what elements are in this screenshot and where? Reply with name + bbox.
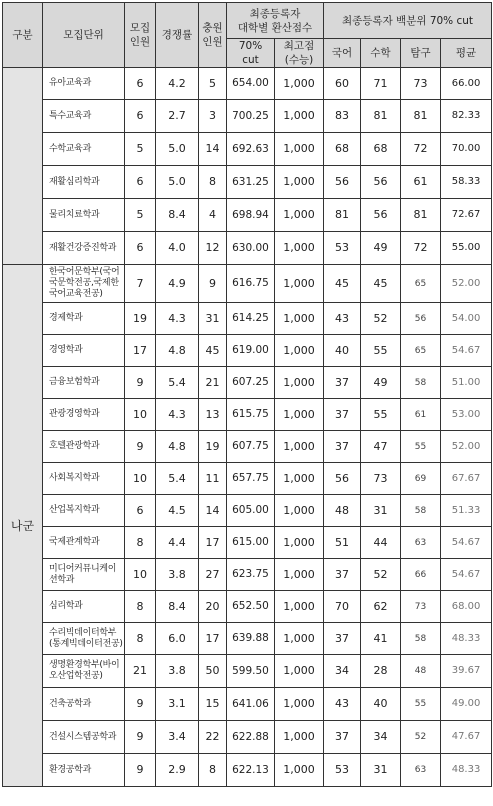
average-cell: 55.00 [441, 232, 492, 265]
quota-cell: 6 [125, 100, 156, 133]
dept-cell: 건축공학과 [43, 688, 125, 721]
quota-cell: 7 [125, 265, 156, 303]
average-cell: 39.67 [441, 655, 492, 688]
group-cell: 나군 [3, 265, 43, 787]
max-score-cell: 1,000 [275, 68, 324, 100]
dept-cell: 물리치료학과 [43, 199, 125, 232]
ratio-cell: 4.2 [156, 68, 199, 100]
korean-cell: 48 [324, 495, 361, 527]
cut-score-cell: 622.13 [227, 754, 275, 787]
cut-score-cell: 619.00 [227, 335, 275, 367]
quota-cell: 8 [125, 623, 156, 655]
quota-cell: 9 [125, 431, 156, 463]
inquiry-cell: 81 [401, 100, 441, 133]
math-cell: 45 [361, 265, 401, 303]
average-cell: 54.67 [441, 335, 492, 367]
korean-cell: 53 [324, 232, 361, 265]
extra-cell: 31 [199, 303, 227, 335]
inquiry-cell: 65 [401, 335, 441, 367]
math-cell: 62 [361, 591, 401, 623]
cut-score-cell: 623.75 [227, 559, 275, 591]
header-korean: 국어 [324, 39, 361, 68]
inquiry-cell: 58 [401, 495, 441, 527]
korean-cell: 40 [324, 335, 361, 367]
ratio-cell: 4.0 [156, 232, 199, 265]
max-score-cell: 1,000 [275, 232, 324, 265]
cut-score-cell: 615.00 [227, 527, 275, 559]
average-cell: 54.67 [441, 559, 492, 591]
inquiry-cell: 48 [401, 655, 441, 688]
ratio-cell: 4.8 [156, 431, 199, 463]
math-cell: 81 [361, 100, 401, 133]
header-pct70: 최종등록자 백분위 70% cut [324, 3, 492, 39]
cut-score-cell: 654.00 [227, 68, 275, 100]
ratio-cell: 4.5 [156, 495, 199, 527]
inquiry-cell: 58 [401, 623, 441, 655]
max-score-cell: 1,000 [275, 655, 324, 688]
max-score-cell: 1,000 [275, 303, 324, 335]
cut-score-cell: 692.63 [227, 133, 275, 166]
dept-cell: 수학교육과 [43, 133, 125, 166]
table-row [3, 527, 492, 559]
inquiry-cell: 72 [401, 133, 441, 166]
math-cell: 55 [361, 399, 401, 431]
ratio-cell: 5.0 [156, 133, 199, 166]
korean-cell: 37 [324, 721, 361, 754]
quota-cell: 6 [125, 232, 156, 265]
dept-cell: 심리학과 [43, 591, 125, 623]
header-math: 수학 [361, 39, 401, 68]
cut-score-cell: 630.00 [227, 232, 275, 265]
quota-cell: 9 [125, 754, 156, 787]
max-score-cell: 1,000 [275, 335, 324, 367]
math-cell: 31 [361, 495, 401, 527]
average-cell: 68.00 [441, 591, 492, 623]
dept-cell: 경제학과 [43, 303, 125, 335]
inquiry-cell: 65 [401, 265, 441, 303]
dept-cell: 수리빅데이터학부(통계빅데이터전공) [43, 623, 125, 655]
dept-cell: 산업복지학과 [43, 495, 125, 527]
table-row [3, 303, 492, 335]
math-cell: 73 [361, 463, 401, 495]
dept-cell: 경영학과 [43, 335, 125, 367]
quota-cell: 17 [125, 335, 156, 367]
dept-cell: 유아교육과 [43, 68, 125, 100]
inquiry-cell: 56 [401, 303, 441, 335]
korean-cell: 83 [324, 100, 361, 133]
max-score-cell: 1,000 [275, 527, 324, 559]
quota-cell: 21 [125, 655, 156, 688]
cut-score-cell: 607.75 [227, 431, 275, 463]
max-score-cell: 1,000 [275, 559, 324, 591]
dept-cell: 재활심리학과 [43, 166, 125, 199]
dept-cell: 관광경영학과 [43, 399, 125, 431]
max-score-cell: 1,000 [275, 399, 324, 431]
inquiry-cell: 52 [401, 721, 441, 754]
ratio-cell: 8.4 [156, 591, 199, 623]
max-score-cell: 1,000 [275, 688, 324, 721]
table-row [3, 721, 492, 754]
average-cell: 82.33 [441, 100, 492, 133]
max-score-cell: 1,000 [275, 721, 324, 754]
extra-cell: 22 [199, 721, 227, 754]
ratio-cell: 6.0 [156, 623, 199, 655]
table-row [3, 463, 492, 495]
math-cell: 49 [361, 367, 401, 399]
math-cell: 34 [361, 721, 401, 754]
table-row [3, 655, 492, 688]
inquiry-cell: 73 [401, 591, 441, 623]
korean-cell: 56 [324, 463, 361, 495]
dept-cell: 생명환경학부(바이오산업학전공) [43, 655, 125, 688]
extra-cell: 8 [199, 166, 227, 199]
dept-cell: 재활건강증진학과 [43, 232, 125, 265]
header-max-score: 최고점 (수능) [275, 39, 324, 68]
average-cell: 49.00 [441, 688, 492, 721]
average-cell: 48.33 [441, 754, 492, 787]
math-cell: 71 [361, 68, 401, 100]
extra-cell: 17 [199, 527, 227, 559]
table-row [3, 232, 492, 265]
ratio-cell: 4.9 [156, 265, 199, 303]
korean-cell: 43 [324, 688, 361, 721]
cut-score-cell: 657.75 [227, 463, 275, 495]
math-cell: 52 [361, 303, 401, 335]
average-cell: 52.00 [441, 265, 492, 303]
ratio-cell: 4.4 [156, 527, 199, 559]
average-cell: 53.00 [441, 399, 492, 431]
korean-cell: 60 [324, 68, 361, 100]
inquiry-cell: 55 [401, 431, 441, 463]
inquiry-cell: 55 [401, 688, 441, 721]
extra-cell: 14 [199, 133, 227, 166]
cut-score-cell: 599.50 [227, 655, 275, 688]
ratio-cell: 3.8 [156, 655, 199, 688]
cut-score-cell: 639.88 [227, 623, 275, 655]
math-cell: 52 [361, 559, 401, 591]
average-cell: 51.33 [441, 495, 492, 527]
dept-cell: 특수교육과 [43, 100, 125, 133]
ratio-cell: 8.4 [156, 199, 199, 232]
extra-cell: 50 [199, 655, 227, 688]
max-score-cell: 1,000 [275, 431, 324, 463]
table-row [3, 166, 492, 199]
dept-cell: 금융보험학과 [43, 367, 125, 399]
ratio-cell: 5.4 [156, 463, 199, 495]
cut-score-cell: 631.25 [227, 166, 275, 199]
inquiry-cell: 72 [401, 232, 441, 265]
ratio-cell: 3.1 [156, 688, 199, 721]
table-row [3, 399, 492, 431]
extra-cell: 14 [199, 495, 227, 527]
table-row [3, 754, 492, 787]
quota-cell: 8 [125, 591, 156, 623]
cut-score-cell: 614.25 [227, 303, 275, 335]
average-cell: 54.00 [441, 303, 492, 335]
math-cell: 68 [361, 133, 401, 166]
inquiry-cell: 69 [401, 463, 441, 495]
extra-cell: 20 [199, 591, 227, 623]
max-score-cell: 1,000 [275, 199, 324, 232]
table-row [3, 559, 492, 591]
header-average: 평균 [441, 39, 492, 68]
dept-cell: 국제관계학과 [43, 527, 125, 559]
dept-cell: 한국어문학부(국어국문학전공,국제한국어교육전공) [43, 265, 125, 303]
inquiry-cell: 73 [401, 68, 441, 100]
table-row [3, 68, 492, 100]
average-cell: 72.67 [441, 199, 492, 232]
math-cell: 40 [361, 688, 401, 721]
header-conv-score: 최종등록자 대학별 환산점수 [227, 3, 324, 39]
extra-cell: 27 [199, 559, 227, 591]
max-score-cell: 1,000 [275, 495, 324, 527]
max-score-cell: 1,000 [275, 591, 324, 623]
korean-cell: 56 [324, 166, 361, 199]
header-cut70: 70% cut [227, 39, 275, 68]
dept-cell: 환경공학과 [43, 754, 125, 787]
korean-cell: 37 [324, 431, 361, 463]
max-score-cell: 1,000 [275, 367, 324, 399]
math-cell: 31 [361, 754, 401, 787]
table-row [3, 199, 492, 232]
inquiry-cell: 63 [401, 754, 441, 787]
max-score-cell: 1,000 [275, 100, 324, 133]
inquiry-cell: 58 [401, 367, 441, 399]
header-group: 구분 [3, 3, 43, 68]
korean-cell: 37 [324, 367, 361, 399]
group-cell-empty [3, 68, 43, 265]
max-score-cell: 1,000 [275, 133, 324, 166]
header-quota: 모집 인원 [125, 3, 156, 68]
math-cell: 56 [361, 199, 401, 232]
table-row [3, 265, 492, 303]
max-score-cell: 1,000 [275, 754, 324, 787]
average-cell: 58.33 [441, 166, 492, 199]
cut-score-cell: 605.00 [227, 495, 275, 527]
ratio-cell: 3.4 [156, 721, 199, 754]
quota-cell: 10 [125, 559, 156, 591]
ratio-cell: 5.4 [156, 367, 199, 399]
quota-cell: 10 [125, 463, 156, 495]
extra-cell: 5 [199, 68, 227, 100]
cut-score-cell: 698.94 [227, 199, 275, 232]
cut-score-cell: 616.75 [227, 265, 275, 303]
table-row [3, 335, 492, 367]
average-cell: 48.33 [441, 623, 492, 655]
quota-cell: 5 [125, 133, 156, 166]
korean-cell: 53 [324, 754, 361, 787]
extra-cell: 21 [199, 367, 227, 399]
ratio-cell: 2.7 [156, 100, 199, 133]
average-cell: 54.67 [441, 527, 492, 559]
math-cell: 44 [361, 527, 401, 559]
inquiry-cell: 61 [401, 166, 441, 199]
cut-score-cell: 615.75 [227, 399, 275, 431]
quota-cell: 6 [125, 68, 156, 100]
extra-cell: 15 [199, 688, 227, 721]
cut-score-cell: 652.50 [227, 591, 275, 623]
average-cell: 51.00 [441, 367, 492, 399]
extra-cell: 4 [199, 199, 227, 232]
quota-cell: 6 [125, 166, 156, 199]
extra-cell: 12 [199, 232, 227, 265]
dept-cell: 미디어커뮤니케이션학과 [43, 559, 125, 591]
quota-cell: 9 [125, 367, 156, 399]
korean-cell: 81 [324, 199, 361, 232]
math-cell: 55 [361, 335, 401, 367]
dept-cell: 건설시스템공학과 [43, 721, 125, 754]
quota-cell: 10 [125, 399, 156, 431]
ratio-cell: 4.8 [156, 335, 199, 367]
math-cell: 47 [361, 431, 401, 463]
math-cell: 28 [361, 655, 401, 688]
max-score-cell: 1,000 [275, 623, 324, 655]
inquiry-cell: 81 [401, 199, 441, 232]
header-ratio: 경쟁률 [156, 3, 199, 68]
korean-cell: 37 [324, 399, 361, 431]
table-row [3, 367, 492, 399]
admissions-table [2, 2, 492, 787]
header-extra: 충원 인원 [199, 3, 227, 68]
korean-cell: 70 [324, 591, 361, 623]
extra-cell: 9 [199, 265, 227, 303]
extra-cell: 45 [199, 335, 227, 367]
dept-cell: 사회복지학과 [43, 463, 125, 495]
korean-cell: 37 [324, 559, 361, 591]
table-row [3, 133, 492, 166]
cut-score-cell: 641.06 [227, 688, 275, 721]
average-cell: 67.67 [441, 463, 492, 495]
cut-score-cell: 607.25 [227, 367, 275, 399]
quota-cell: 8 [125, 527, 156, 559]
quota-cell: 9 [125, 721, 156, 754]
header-unit: 모집단위 [43, 3, 125, 68]
inquiry-cell: 66 [401, 559, 441, 591]
extra-cell: 3 [199, 100, 227, 133]
ratio-cell: 4.3 [156, 399, 199, 431]
extra-cell: 13 [199, 399, 227, 431]
cut-score-cell: 700.25 [227, 100, 275, 133]
ratio-cell: 4.3 [156, 303, 199, 335]
quota-cell: 6 [125, 495, 156, 527]
cut-score-cell: 622.88 [227, 721, 275, 754]
korean-cell: 43 [324, 303, 361, 335]
table-row [3, 591, 492, 623]
math-cell: 56 [361, 166, 401, 199]
extra-cell: 17 [199, 623, 227, 655]
korean-cell: 45 [324, 265, 361, 303]
ratio-cell: 5.0 [156, 166, 199, 199]
max-score-cell: 1,000 [275, 265, 324, 303]
table-row [3, 100, 492, 133]
average-cell: 66.00 [441, 68, 492, 100]
table-row [3, 688, 492, 721]
ratio-cell: 2.9 [156, 754, 199, 787]
extra-cell: 8 [199, 754, 227, 787]
korean-cell: 34 [324, 655, 361, 688]
extra-cell: 11 [199, 463, 227, 495]
table-row [3, 495, 492, 527]
math-cell: 49 [361, 232, 401, 265]
table-row [3, 431, 492, 463]
max-score-cell: 1,000 [275, 166, 324, 199]
average-cell: 47.67 [441, 721, 492, 754]
table-row [3, 623, 492, 655]
average-cell: 70.00 [441, 133, 492, 166]
ratio-cell: 3.8 [156, 559, 199, 591]
header-inquiry: 탐구 [401, 39, 441, 68]
korean-cell: 37 [324, 623, 361, 655]
inquiry-cell: 61 [401, 399, 441, 431]
quota-cell: 19 [125, 303, 156, 335]
dept-cell: 호텔관광학과 [43, 431, 125, 463]
quota-cell: 9 [125, 688, 156, 721]
max-score-cell: 1,000 [275, 463, 324, 495]
korean-cell: 51 [324, 527, 361, 559]
quota-cell: 5 [125, 199, 156, 232]
math-cell: 41 [361, 623, 401, 655]
inquiry-cell: 63 [401, 527, 441, 559]
extra-cell: 19 [199, 431, 227, 463]
korean-cell: 68 [324, 133, 361, 166]
average-cell: 52.00 [441, 431, 492, 463]
